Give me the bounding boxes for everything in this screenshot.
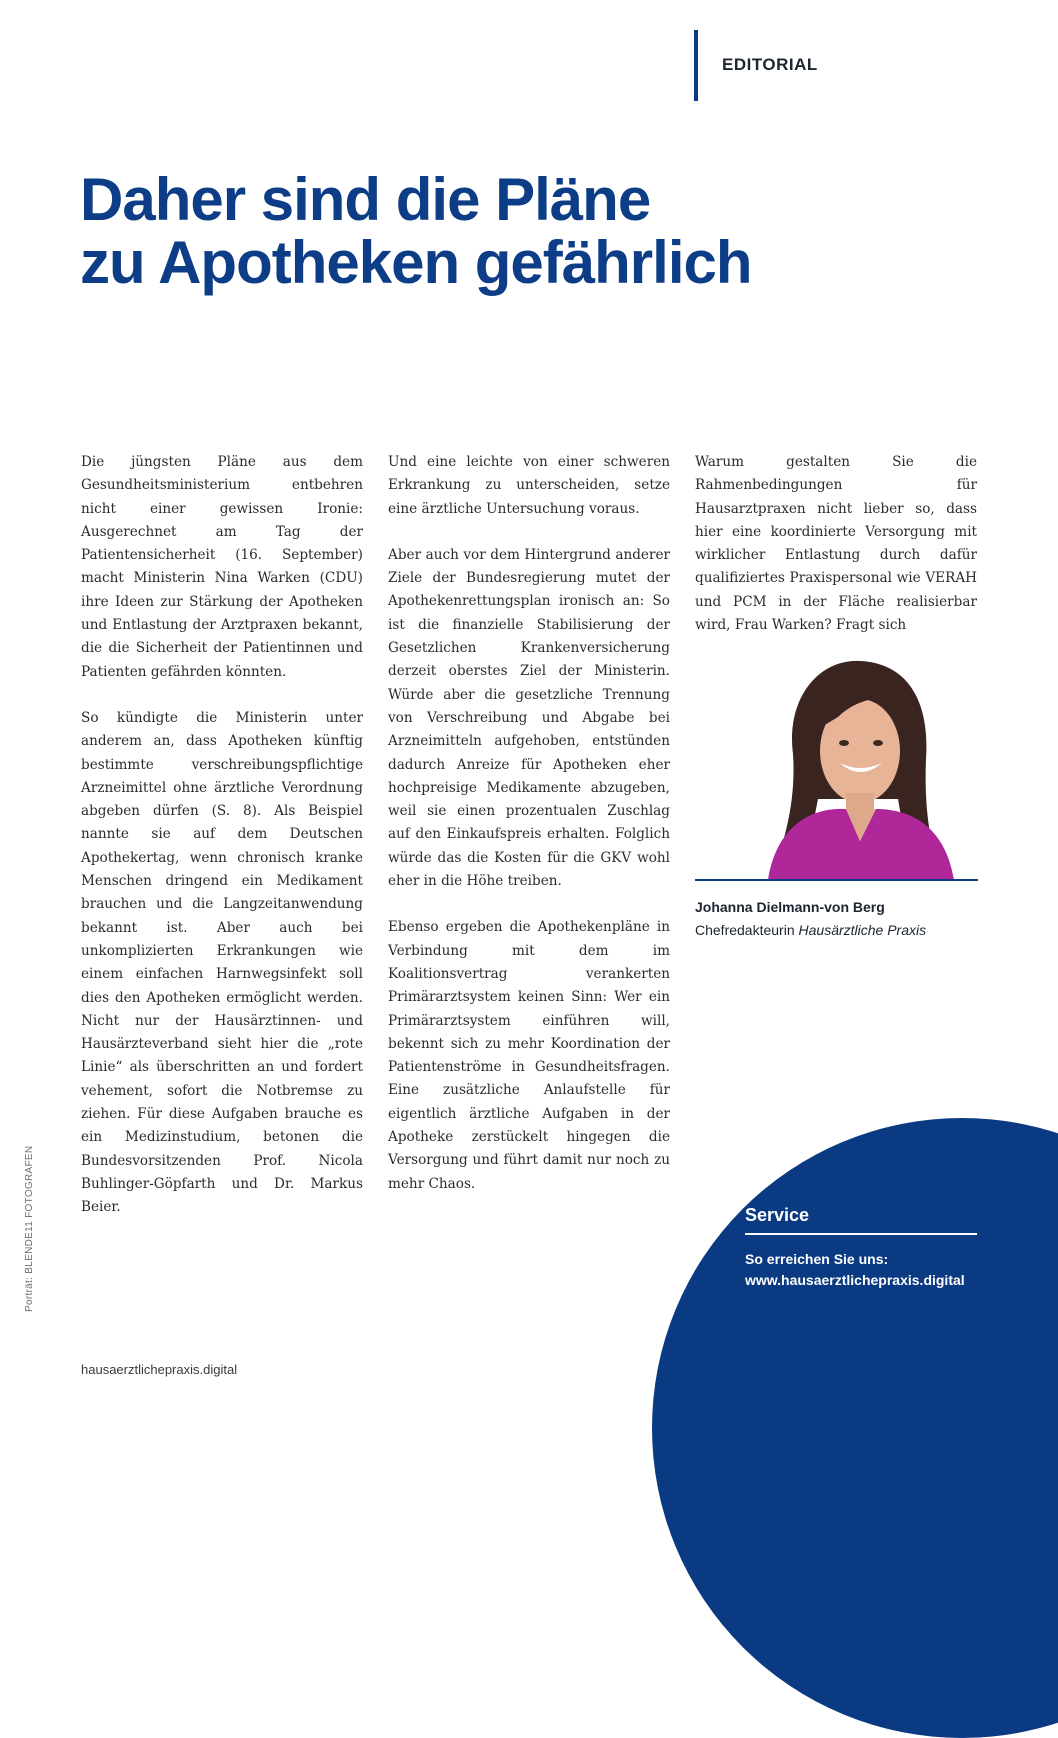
paragraph: Warum gestalten Sie die Rahmenbedingungen für Hausarztpraxen nicht lieber so, dass hier eine koordinierte Versorgung mit wirklicher Entlastung durch dafür qualifiziertes Praxispersonal wie VERAH und PCM in der Fläche realisierbar wird, Frau Warken? Fragt sich — [695, 454, 977, 634]
text-column-3 — [695, 451, 977, 660]
service-rule — [745, 1233, 977, 1235]
service-circle — [652, 1118, 1058, 1738]
text-column-2 — [388, 451, 670, 1219]
paragraph: Die jüngsten Pläne aus dem Gesundheitsministerium entbehren nicht einer gewissen Ironie: Ausgerechnet am Tag der Patientensicherheit (16. September) macht Ministerin Nina Warken (CDU) ihre Ideen zur Stärkung der Apotheken und Entlastung der Arztpraxen bekannt, die die Sicherheit der Patientinnen und Patienten gefährden könnten. — [81, 454, 363, 680]
paragraph: Aber auch vor dem Hintergrund anderer Ziele der Bundesregierung mutet der Apothekenrettungsplan ironisch an: So ist die finanzielle Stabilisierung der Gesetzlichen Krankenversicherung derzeit oberstes Ziel der Ministerin. Würde aber die gesetzliche Trennung von Verschreibung und Abgabe bei Arzneimitteln aufgehoben, entstünden dadurch Anreize für Apotheken eher hochpreisige Medikamente abzugeben, weil sie einen prozentualen Zuschlag auf den Einkaufspreis erhalten. Folglich würde das die Kosten für die GKV wohl eher in die Höhe treiben. — [388, 546, 670, 890]
article-headline — [80, 168, 980, 294]
service-contact-label: So erreichen Sie uns: — [745, 1251, 889, 1267]
portrait-rule — [695, 879, 978, 881]
photo-credit: Porträt: BLENDE11 FOTOGRAFEN — [24, 1145, 35, 1312]
author-publication: Hausärztliche Praxis — [798, 922, 927, 938]
service-title: Service — [745, 1205, 810, 1225]
paragraph: So kündigte die Ministerin unter anderem an, dass Apotheken künftig bestimmte verschreibungspflichtige Arzneimittel ohne ärztliche Verordnung abgeben dürfen (S. 8). Als Beispiel nannte sie auf dem Deutschen Apothekertag, wenn chronisch kranke Menschen dringend ein Medikament brauchen und die Langzeitanwendung bekannt ist. Aber auch bei unkomplizierten Erkrankungen wie einem einfachen Harnwegsinfekt soll dies den Apotheken ermöglicht werden. Nicht nur der Hausärztinnen- und Hausärzteverband sieht hier die „rote Linie“ als überschritten an und fordert vehement, sofort die Notbremse zu ziehen. Für diese Aufgaben brauche es ein Medizinstudium, betonen die Bundesvorsitzenden Prof. Nicola Buhlinger-Göpfarth und Dr. Markus Beier. — [81, 709, 363, 1216]
author-name: Johanna Dielmann-von Berg — [695, 899, 885, 915]
paragraph: Und eine leichte von einer schweren Erkrankung zu unterscheiden, setze eine ärztliche Untersuchung voraus. — [388, 454, 670, 517]
author-portrait — [748, 659, 958, 880]
service-website-link[interactable]: www.hausaerztlichepraxis.digital — [745, 1272, 965, 1288]
paragraph: Ebenso ergeben die Apothekenpläne in Verbindung mit dem im Koalitionsvertrag verankerten Primärarztsystem keinen Sinn: Wer ein Primärarztsystem einführen will, bekennt sich zu mehr Koordination der Patientenströme in Gesundheitsfragen. Eine zusätzliche Anlaufstelle für eigentlich ärztliche Aufgaben in der Apotheke zerstückelt hingegen die Versorgung und führt damit nur noch zu mehr Chaos. — [388, 919, 670, 1192]
section-accent-bar — [694, 30, 698, 101]
footer-url[interactable]: hausaerztlichepraxis.digital — [81, 1362, 238, 1377]
headline-line-1: Daher sind die Pläne — [80, 166, 651, 233]
section-label: EDITORIAL — [722, 55, 818, 74]
author-role — [695, 922, 926, 938]
author-role-title: Chefredakteurin — [695, 922, 799, 938]
headline-line-2: zu Apotheken gefährlich — [80, 229, 752, 296]
text-column-1 — [81, 451, 363, 1243]
